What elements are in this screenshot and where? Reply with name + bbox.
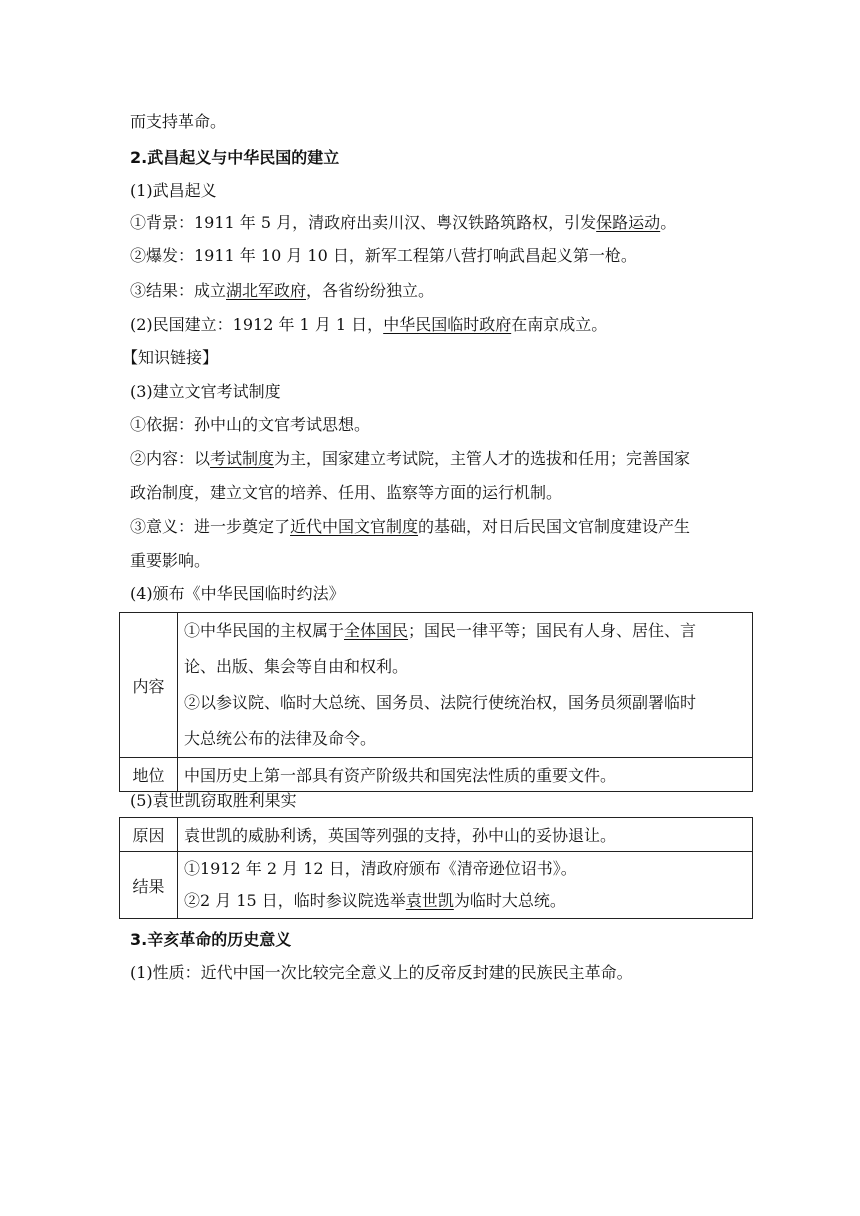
cell-line: 大总统公布的法律及命令。 (184, 729, 377, 748)
item-significance-continued: 重要影响。 (130, 551, 211, 570)
underlined-term: 全体国民 (344, 621, 409, 640)
cell-line: ①1912 年 2 月 12 日，清政府颁布《清帝逊位诏书》。 (184, 859, 577, 878)
section-heading-significance: 3.辛亥革命的历史意义 (130, 930, 292, 949)
table-row (120, 758, 753, 792)
row-label: 结果 (120, 852, 178, 919)
table-row (120, 852, 753, 919)
item-result: ③结果：成立湖北军政府，各省纷纷独立。 (130, 281, 435, 300)
item-content: ②内容：以考试制度为主，国家建立考试院，主管人才的选拔和任用；完善国家 (130, 449, 691, 468)
section-heading-wuchang: 2.武昌起义与中华民国的建立 (130, 148, 340, 167)
table-row (120, 613, 753, 758)
item-nature: (1)性质：近代中国一次比较完全意义上的反帝反封建的民族民主革命。 (130, 963, 633, 982)
cell-line: 论、出版、集会等自由和权利。 (184, 657, 409, 676)
item-outbreak: ②爆发：1911 年 10 月 10 日，新军工程第八营打响武昌起义第一枪。 (130, 246, 637, 265)
underlined-term: 近代中国文官制度 (290, 517, 419, 536)
underlined-term: 保路运动 (596, 213, 661, 232)
row-label: 原因 (120, 818, 178, 852)
table-row (120, 818, 753, 852)
subheading-yuan-shikai: (5)袁世凯窃取胜利果实 (130, 791, 297, 810)
row-content (178, 852, 753, 919)
cell-line: ②2 月 15 日，临时参议院选举袁世凯为临时大总统。 (184, 891, 566, 910)
row-label: 内容 (120, 613, 178, 758)
subheading-wuchang-uprising: (1)武昌起义 (130, 181, 217, 200)
item-basis: ①依据：孙中山的文官考试思想。 (130, 415, 371, 434)
cell-line: ②以参议院、临时大总统、国务员、法院行使统治权，国务员须副署临时 (184, 693, 697, 712)
row-content: 中国历史上第一部具有资产阶级共和国宪法性质的重要文件。 (178, 758, 753, 792)
row-label: 地位 (120, 758, 178, 792)
cell-line: ①中华民国的主权属于全体国民；国民一律平等；国民有人身、居住、言 (184, 621, 697, 640)
item-significance: ③意义：进一步奠定了近代中国文官制度的基础，对日后民国文官制度建设产生 (130, 517, 691, 536)
item-background: ①背景：1911 年 5 月，清政府出卖川汉、粤汉铁路筑路权，引发保路运动。 (130, 213, 677, 232)
underlined-term: 袁世凯 (405, 891, 454, 910)
item-content-continued: 政治制度，建立文官的培养、任用、监察等方面的运行机制。 (130, 483, 563, 502)
yuan-shikai-table (119, 817, 753, 919)
subheading-civil-exam: (3)建立文官考试制度 (130, 382, 281, 401)
row-content (178, 613, 753, 758)
underlined-term: 考试制度 (210, 449, 275, 468)
knowledge-link-label: 【知识链接】 (122, 348, 219, 367)
subheading-republic-founding: (2)民国建立：1912 年 1 月 1 日，中华民国临时政府在南京成立。 (130, 315, 608, 334)
paragraph-continuation: 而支持革命。 (130, 112, 227, 131)
constitution-table (119, 612, 753, 792)
underlined-term: 湖北军政府 (226, 281, 307, 300)
subheading-provisional-constitution: (4)颁布《中华民国临时约法》 (130, 584, 345, 603)
row-content: 袁世凯的威胁利诱，英国等列强的支持，孙中山的妥协退让。 (178, 818, 753, 852)
underlined-term: 中华民国临时政府 (383, 315, 512, 334)
